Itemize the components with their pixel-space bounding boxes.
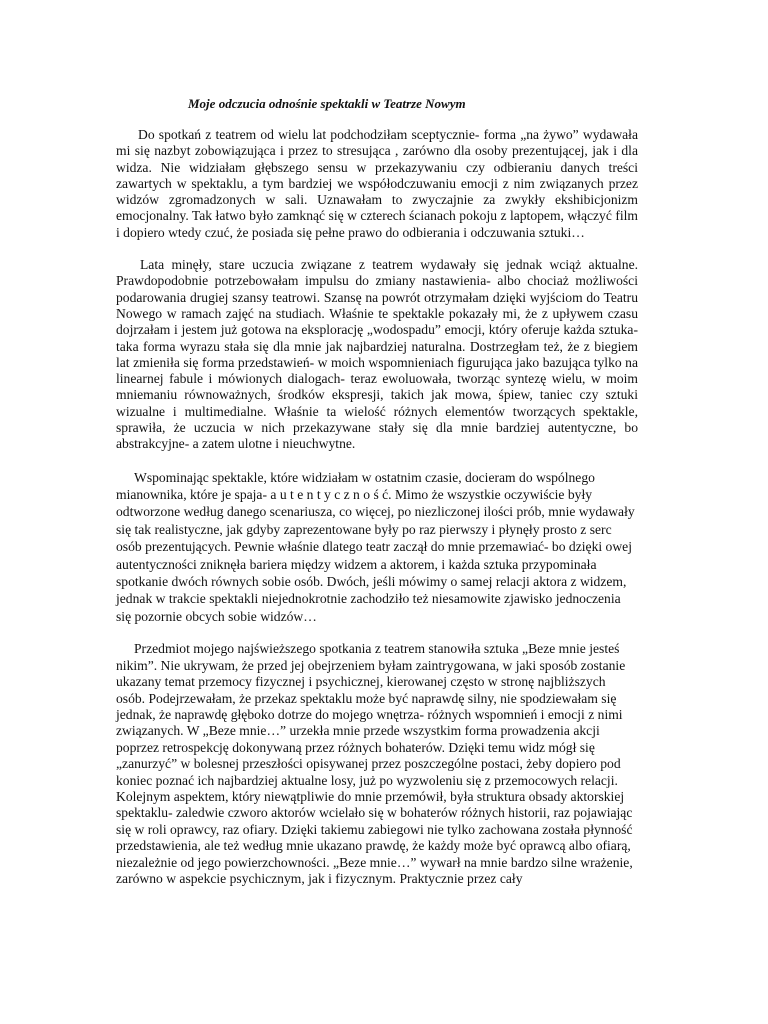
paragraph-1: Do spotkań z teatrem od wielu lat podchodziłam sceptycznie- forma „na żywo” wydawała mi się nazbyt zobowiązująca i przez to stresująca , zarówno dla osoby prezentującej, jak i dla widza. Nie widziałam głębszego sensu w przekazywaniu czy odbieraniu danych treści zawartych w spektaklu, a tym bardziej we współodczuwaniu emocji z nim związanych przez widzów zgromadzonych w sali. Uznawałam to zwyczajnie za zwykły ekshibicjonizm emocjonalny. Tak łatwo było zamknąć się w czterech ścianach pokoju z laptopem, włączyć film i dopiero wtedy czuć, że posiada się pełne prawo do odbierania i odczuwania sztuki…	[116, 127, 638, 240]
document-title: Moje odczucia odnośnie spektakli w Teatrze Nowym	[188, 96, 466, 111]
paragraph-3: Wspominając spektakle, które widziałam w ostatnim czasie, docieram do wspólnego mianownika, które je spaja- a u t e n t y c z n o ś ć. Mimo że wszystkie oczywiście były odtworzone według danego scenariusza, co więcej, po niezliczonej ilości prób, mnie wydawały się tak realistyczne, jak gdyby zaprezentowane były po raz pierwszy i płynęły prosto z serc osób prezentujących. Pewnie właśnie dlatego teatr zaczął do mnie przemawiać- bo dzięki owej autentyczności zniknęła bariera między widzem a aktorem, i każda sztuka przypominała spotkanie dwóch równych sobie osób. Dwóch, jeśli mówimy o samej relacji aktora z widzem, jednak w trakcie spektakli niejednokrotnie zachodziło też niesamowite zjawisko jednoczenia się pozornie obcych sobie widzów…	[116, 469, 635, 624]
paragraph-2: Lata minęły, stare uczucia związane z teatrem wydawały się jednak wciąż aktualne. Prawdopodobnie potrzebowałam impulsu do zmiany nastawienia- albo chociaż możliwości podarowania drugiej szansy teatrowi. Szansę na powrót otrzymałam dzięki wyjściom do Teatru Nowego w ramach zajęć na studiach. Właśnie te spektakle pokazały mi, że z upływem czasu dojrzałam i jestem już gotowa na eksplorację „wodospadu” emocji, który oferuje każda sztuka- taka forma wyrazu stała się dla mnie jak najbardziej naturalna. Dostrzegłam też, że z biegiem lat zmieniła się forma przedstawień- w moich wspomnieniach figurująca jako bazująca tylko na linearnej fabule i mówionych dialogach- teraz ewoluowała, tworząc syntezę wielu, w moim mniemaniu równoważnych, środków ekspresji, takich jak mowa, śpiew, taniec czy sztuki wizualne i multimedialne. Właśnie ta wielość różnych elementów tworzących spektakle, sprawiła, że uczucia w nich przekazywane stały się dla mnie bardziej autentyczne, bo abstrakcyjne- a zatem ulotne i nieuchwytne.	[116, 257, 638, 452]
document-body	[116, 127, 638, 887]
paragraph-4: Przedmiot mojego najświeższego spotkania z teatrem stanowiła sztuka „Beze mnie jesteś nikim”. Nie ukrywam, że przed jej obejrzeniem byłam zaintrygowana, w jaki sposób zostanie ukazany temat przemocy fizycznej i psychicznej, kierowanej często w stronę najbliższych osób. Podejrzewałam, że przekaz spektaklu może być naprawdę silny, nie spodziewałam się jednak, że naprawdę głęboko dotrze do mojego wnętrza- różnych wspomnień i emocji z nimi związanych. W „Beze mnie…” urzekła mnie przede wszystkim forma prowadzenia akcji poprzez retrospekcję dokonywaną przez różnych bohaterów. Dzięki temu widz mógł się „zanurzyć” w bolesnej przeszłości opisywanej przez poszczególne postaci, żeby dopiero pod koniec poznać ich najbardziej aktualne losy, już po wyzwoleniu się z przemocowych relacji. Kolejnym aspektem, który niewątpliwie do mnie przemówił, była struktura obsady aktorskiej spektaklu- zaledwie czworo aktorów wcielało się w bohaterów różnych historii, raz pojawiając się w roli oprawcy, raz ofiary. Dzięki takiemu zabiegowi nie tylko zachowana została płynność przedstawienia, ale też według mnie ukazano prawdę, że każdy może być oprawcą albo ofiarą, niezależnie od jego powierzchowności. „Beze mnie…” wywarł na mnie bardzo silne wrażenie, zarówno w aspekcie psychicznym, jak i fizycznym. Praktycznie przez cały	[116, 641, 633, 886]
